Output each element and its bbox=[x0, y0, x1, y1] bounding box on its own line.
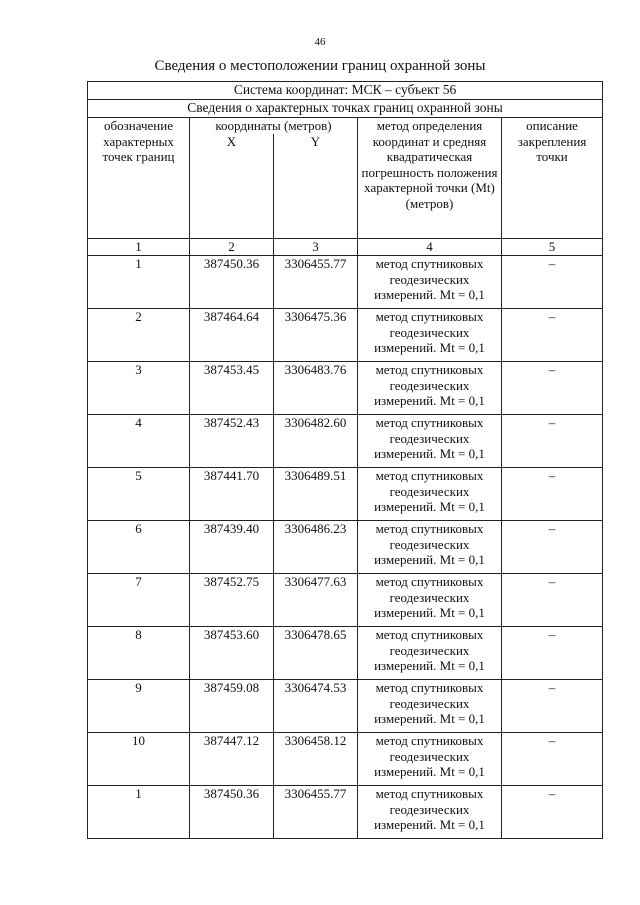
fixing-cell: – bbox=[502, 468, 603, 521]
column-number: 3 bbox=[274, 239, 358, 256]
coordinate-system-cell: Система координат: МСК – субъект 56 bbox=[88, 82, 603, 100]
y-coordinate-cell: 3306455.77 bbox=[274, 256, 358, 309]
header-x: X bbox=[226, 133, 237, 149]
table-row bbox=[88, 468, 603, 521]
table-row bbox=[88, 574, 603, 627]
column-number: 2 bbox=[190, 239, 274, 256]
header-designation: обозначение характерных точек границ bbox=[88, 118, 190, 239]
method-cell: метод спутниковых геодезических измерений. Mt = 0,1 bbox=[358, 786, 502, 839]
page-title: Сведения о местоположении границ охранной зоны bbox=[154, 58, 486, 74]
point-designation-cell: 6 bbox=[88, 521, 190, 574]
fixing-cell: – bbox=[502, 680, 603, 733]
x-coordinate-cell: 387464.64 bbox=[190, 309, 274, 362]
header-coordinates bbox=[190, 118, 358, 239]
page-number: 46 bbox=[314, 36, 326, 48]
x-coordinate-cell: 387450.36 bbox=[190, 256, 274, 309]
fixing-cell: – bbox=[502, 521, 603, 574]
x-coordinate-cell: 387459.08 bbox=[190, 680, 274, 733]
column-number: 4 bbox=[358, 239, 502, 256]
section-title-row bbox=[88, 100, 603, 118]
section-title-cell: Сведения о характерных точках границ охранной зоны bbox=[88, 100, 603, 118]
y-coordinate-cell: 3306455.77 bbox=[274, 786, 358, 839]
y-coordinate-cell: 3306475.36 bbox=[274, 309, 358, 362]
y-coordinate-cell: 3306458.12 bbox=[274, 733, 358, 786]
table-row bbox=[88, 521, 603, 574]
method-cell: метод спутниковых геодезических измерений. Mt = 0,1 bbox=[358, 521, 502, 574]
table-body bbox=[88, 82, 603, 839]
header-row bbox=[88, 118, 603, 239]
x-coordinate-cell: 387447.12 bbox=[190, 733, 274, 786]
fixing-cell: – bbox=[502, 627, 603, 680]
boundary-points-table bbox=[87, 81, 603, 839]
x-coordinate-cell: 387439.40 bbox=[190, 521, 274, 574]
point-designation-cell: 1 bbox=[88, 786, 190, 839]
header-fixing: описание закрепления точки bbox=[502, 118, 603, 239]
x-coordinate-cell: 387453.60 bbox=[190, 627, 274, 680]
fixing-cell: – bbox=[502, 574, 603, 627]
method-cell: метод спутниковых геодезических измерений. Mt = 0,1 bbox=[358, 362, 502, 415]
header-xy-labels bbox=[190, 134, 357, 150]
column-number: 1 bbox=[88, 239, 190, 256]
fixing-cell: – bbox=[502, 362, 603, 415]
fixing-cell: – bbox=[502, 733, 603, 786]
y-coordinate-cell: 3306478.65 bbox=[274, 627, 358, 680]
table-row bbox=[88, 256, 603, 309]
x-coordinate-cell: 387452.75 bbox=[190, 574, 274, 627]
method-cell: метод спутниковых геодезических измерений. Mt = 0,1 bbox=[358, 733, 502, 786]
column-number: 5 bbox=[502, 239, 603, 256]
table-row bbox=[88, 786, 603, 839]
y-coordinate-cell: 3306474.53 bbox=[274, 680, 358, 733]
fixing-cell: – bbox=[502, 256, 603, 309]
y-coordinate-cell: 3306477.63 bbox=[274, 574, 358, 627]
x-coordinate-cell: 387441.70 bbox=[190, 468, 274, 521]
y-coordinate-cell: 3306482.60 bbox=[274, 415, 358, 468]
header-coordinates-label: координаты (метров) bbox=[215, 118, 332, 133]
point-designation-cell: 9 bbox=[88, 680, 190, 733]
fixing-cell: – bbox=[502, 415, 603, 468]
table-row bbox=[88, 680, 603, 733]
y-coordinate-cell: 3306489.51 bbox=[274, 468, 358, 521]
point-designation-cell: 3 bbox=[88, 362, 190, 415]
fixing-cell: – bbox=[502, 309, 603, 362]
x-coordinate-cell: 387452.43 bbox=[190, 415, 274, 468]
method-cell: метод спутниковых геодезических измерений. Mt = 0,1 bbox=[358, 680, 502, 733]
header-y: Y bbox=[273, 134, 357, 254]
method-cell: метод спутниковых геодезических измерений. Mt = 0,1 bbox=[358, 627, 502, 680]
table-row bbox=[88, 415, 603, 468]
x-coordinate-cell: 387450.36 bbox=[190, 786, 274, 839]
x-coordinate-cell: 387453.45 bbox=[190, 362, 274, 415]
table-row bbox=[88, 309, 603, 362]
method-cell: метод спутниковых геодезических измерений. Mt = 0,1 bbox=[358, 574, 502, 627]
y-coordinate-cell: 3306486.23 bbox=[274, 521, 358, 574]
method-cell: метод спутниковых геодезических измерений. Mt = 0,1 bbox=[358, 468, 502, 521]
method-cell: метод спутниковых геодезических измерений. Mt = 0,1 bbox=[358, 415, 502, 468]
table-row bbox=[88, 362, 603, 415]
fixing-cell: – bbox=[502, 786, 603, 839]
header-method: метод определения координат и средняя квадратическая погрешность положения характерной точки (Mt) (метров) bbox=[358, 118, 502, 239]
method-cell: метод спутниковых геодезических измерений. Mt = 0,1 bbox=[358, 256, 502, 309]
point-designation-cell: 10 bbox=[88, 733, 190, 786]
point-designation-cell: 7 bbox=[88, 574, 190, 627]
point-designation-cell: 8 bbox=[88, 627, 190, 680]
table-row bbox=[88, 733, 603, 786]
y-coordinate-cell: 3306483.76 bbox=[274, 362, 358, 415]
point-designation-cell: 2 bbox=[88, 309, 190, 362]
point-designation-cell: 1 bbox=[88, 256, 190, 309]
method-cell: метод спутниковых геодезических измерений. Mt = 0,1 bbox=[358, 309, 502, 362]
point-designation-cell: 4 bbox=[88, 415, 190, 468]
coordinate-system-row bbox=[88, 82, 603, 100]
table-row bbox=[88, 627, 603, 680]
point-designation-cell: 5 bbox=[88, 468, 190, 521]
